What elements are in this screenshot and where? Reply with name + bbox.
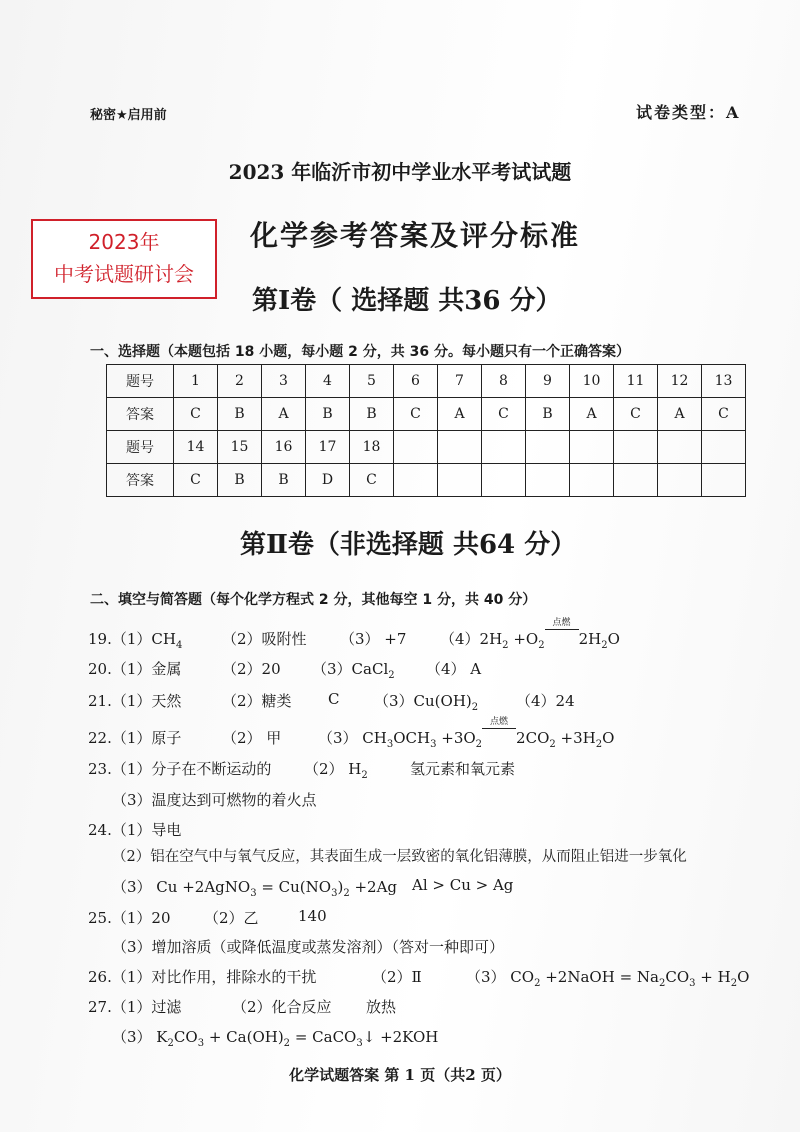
q22-number: 22.: [88, 729, 112, 747]
q23-row: 23.（1）分子在不断运动的: [88, 760, 272, 778]
q25-ans2b: 140: [298, 907, 327, 925]
question-number-cell: [702, 431, 746, 464]
q21-ans3: $(3)Cu(OH)_2$: [374, 692, 479, 713]
answer-cell: C: [350, 464, 394, 497]
q22-equation: （3） $CH_3OCH_3 +3O_2$ 点燃 $2CO_2 +3H_2O$: [318, 717, 615, 750]
question-number-cell: 15: [218, 431, 262, 464]
question-number-cell: 11: [614, 365, 658, 398]
answer-cell: B: [350, 398, 394, 431]
q21-ans4: （4）24: [516, 692, 575, 710]
question-number-row: [107, 365, 746, 398]
page-footer: 化学试题答案 第 1 页（共2 页）: [289, 1066, 511, 1084]
answer-cell: A: [438, 398, 482, 431]
answer-cell: [614, 464, 658, 497]
question-number-cell: 8: [482, 365, 526, 398]
watermark-stamp: [31, 219, 217, 299]
answer-cell: [482, 464, 526, 497]
answer-cell: A: [658, 398, 702, 431]
answer-row: [107, 398, 746, 431]
answer-cell: D: [306, 464, 350, 497]
q24-row: 24.（1）导电: [88, 821, 182, 839]
section2-heading: 二、填空与简答题（每个化学方程式 2 分，其他每空 1 分，共 40 分）: [90, 592, 537, 608]
question-number-cell: 18: [350, 431, 394, 464]
answer-cell: [570, 464, 614, 497]
q19-ans3: （3） +7: [340, 630, 407, 648]
answer-cell: B: [526, 398, 570, 431]
question-number-cell: [570, 431, 614, 464]
q26-ans2: （2）Ⅱ: [372, 968, 422, 986]
question-number-cell: [526, 431, 570, 464]
q19-ans1: （1）CH: [111, 630, 176, 648]
question-number-cell: [394, 431, 438, 464]
q27-row: 27.（1）过滤: [88, 998, 182, 1016]
question-number-cell: 3: [262, 365, 306, 398]
question-number-row: [107, 431, 746, 464]
q27-ans2: （2）化合反应: [232, 998, 332, 1016]
answer-cell: B: [218, 398, 262, 431]
question-number-cell: 5: [350, 365, 394, 398]
part1-title: 第Ⅰ卷（ 选择题 共36 分）: [252, 286, 562, 316]
answer-row: [107, 464, 746, 497]
q25-number: 25.: [88, 909, 112, 927]
q21-row: 21.（1）天然: [88, 692, 182, 710]
q25-ans2: （2）乙: [204, 909, 259, 927]
answer-cell: [526, 464, 570, 497]
q27-number: 27.: [88, 998, 112, 1016]
answer-cell: A: [570, 398, 614, 431]
q24-ans2: （2）铝在空气中与氧气反应，其表面生成一层致密的氧化铝薄膜，从而阻止铝进一步氧化: [112, 849, 687, 865]
q26-row: 26.（1）对比作用，排除水的干扰: [88, 968, 317, 986]
question-number-cell: 17: [306, 431, 350, 464]
confidential-label: 秘密★启用前: [90, 108, 167, 123]
stamp-line-year: 2023年: [88, 230, 160, 254]
answer-cell: B: [306, 398, 350, 431]
q24-equation: （3） Cu +2AgNO$_3$ = $Cu(NO_3)_2 +2Ag$: [112, 878, 398, 899]
question-number-cell: 7: [438, 365, 482, 398]
q21-ans2b: C: [328, 690, 340, 708]
question-number-cell: 10: [570, 365, 614, 398]
answer-cell: [658, 464, 702, 497]
question-number-cell: 14: [174, 431, 218, 464]
question-number-cell: 12: [658, 365, 702, 398]
answer-cell: [702, 464, 746, 497]
answer-title: 化学参考答案及评分标准: [250, 219, 581, 252]
question-number-cell: 16: [262, 431, 306, 464]
q19-row: $19.(1)CH_4$: [88, 630, 183, 651]
q26-equation: （3） $CO_2$ +2NaOH = $Na_2CO_3 + H_2O$: [466, 968, 750, 989]
reaction-condition: 点燃: [545, 630, 579, 648]
q26-number: 26.: [88, 968, 112, 986]
answer-cell: B: [218, 464, 262, 497]
q19-number: 19.: [88, 630, 112, 648]
answer-cell: C: [174, 398, 218, 431]
answer-cell: C: [702, 398, 746, 431]
answer-table: [106, 364, 746, 497]
row-label-number: 题号: [107, 365, 174, 398]
question-number-cell: 9: [526, 365, 570, 398]
answer-cell: A: [262, 398, 306, 431]
q25-ans3: （3）增加溶质（或降低温度或蒸发溶剂）（答对一种即可）: [112, 938, 505, 956]
question-number-cell: 13: [702, 365, 746, 398]
question-number-cell: [438, 431, 482, 464]
q23-ans2: （2） $H_2$: [304, 760, 368, 781]
q20-ans4: （4） A: [426, 660, 482, 678]
answer-cell: C: [394, 398, 438, 431]
q21-number: 21.: [88, 692, 112, 710]
q24-ans3b: Al > Cu > Ag: [412, 876, 514, 894]
row-label-number: 题号: [107, 431, 174, 464]
q20-ans2: （2）20: [222, 660, 281, 678]
q23-ans2b: 氢元素和氧元素: [410, 760, 516, 778]
answer-cell: B: [262, 464, 306, 497]
question-number-cell: [614, 431, 658, 464]
q22-row: 22.（1）原子: [88, 729, 182, 747]
q25-row: 25.（1）20: [88, 909, 171, 927]
question-number-cell: 2: [218, 365, 262, 398]
row-label-answer: 答案: [107, 464, 174, 497]
q20-ans3: （3）CaCl$_2$: [312, 660, 395, 681]
section1-heading: 一、选择题（本题包括 18 小题，每小题 2 分，共 36 分。每小题只有一个正确答案）: [90, 344, 630, 360]
q22-ans2: （2） 甲: [222, 729, 282, 747]
q19-equation: $(4)2H_2 +O_2$ 点燃 $2H_2O$: [440, 618, 620, 651]
reaction-condition: 点燃: [482, 729, 516, 747]
q21-ans2: （2）糖类: [222, 692, 292, 710]
answer-cell: C: [482, 398, 526, 431]
q24-number: 24.: [88, 821, 112, 839]
exam-title: 2023 年临沂市初中学业水平考试试题: [228, 160, 572, 184]
paper-type-label: 试卷类型：A: [636, 103, 741, 122]
question-number-cell: [658, 431, 702, 464]
q19-ans2: （2）吸附性: [222, 630, 307, 648]
q20-row: 20.（1）金属: [88, 660, 182, 678]
q27-equation: （3） $K_2CO_3 + Ca(OH)_2$ = CaCO$_3$↓ +2KOH: [112, 1028, 439, 1049]
q23-number: 23.: [88, 760, 112, 778]
question-number-cell: 4: [306, 365, 350, 398]
question-number-cell: [482, 431, 526, 464]
answer-cell: C: [174, 464, 218, 497]
answer-cell: C: [614, 398, 658, 431]
q27-ans2b: 放热: [366, 998, 397, 1016]
stamp-line-name: 中考试题研讨会: [54, 262, 194, 286]
answer-cell: [394, 464, 438, 497]
q20-number: 20.: [88, 660, 112, 678]
part2-title: 第Ⅱ卷（非选择题 共64 分）: [240, 530, 577, 560]
q23-ans3: （3）温度达到可燃物的着火点: [112, 791, 317, 809]
question-number-cell: 6: [394, 365, 438, 398]
row-label-answer: 答案: [107, 398, 174, 431]
question-number-cell: 1: [174, 365, 218, 398]
answer-cell: [438, 464, 482, 497]
